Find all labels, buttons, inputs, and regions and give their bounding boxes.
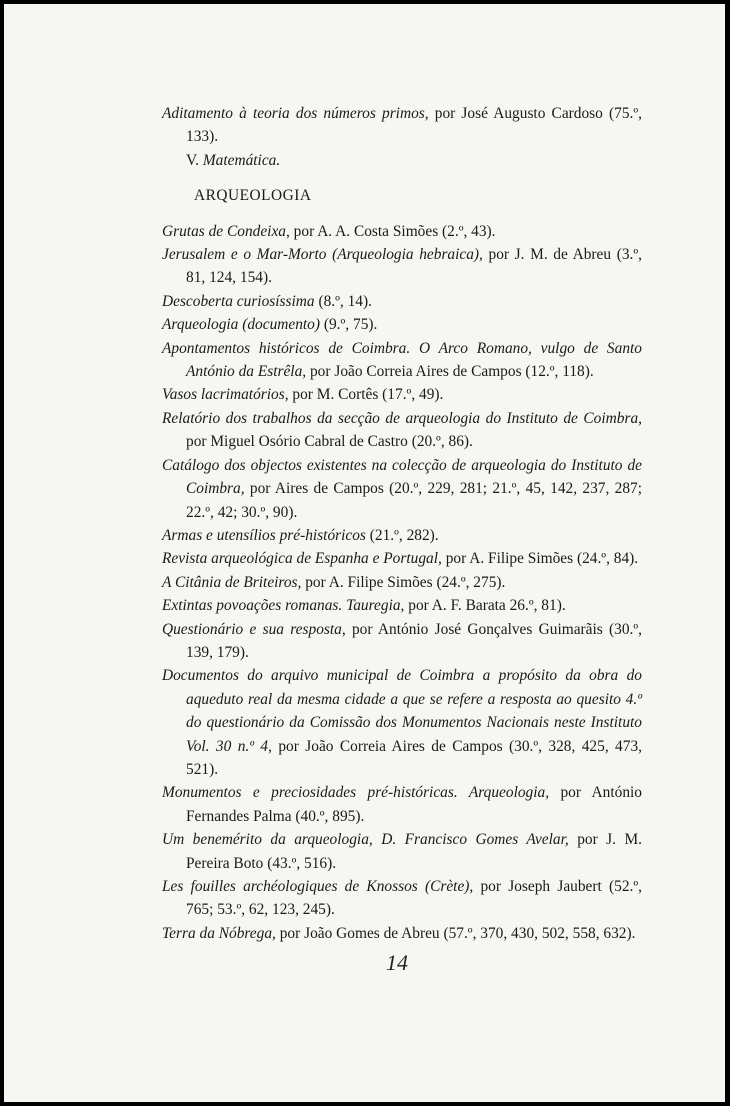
index-entry (162, 664, 642, 781)
entry-title: Armas e utensílios pré-históricos (162, 526, 366, 544)
index-entry (162, 337, 642, 384)
entry-title: Aditamento à teoria dos números primos, (162, 105, 429, 122)
entry-reference: (9.º, 75). (320, 316, 378, 334)
entry-reference: por J. M. Pereira Boto (43.º, 516). (186, 831, 642, 872)
entry-title: Grutas de Condeixa, (162, 222, 290, 240)
entry-reference: (8.º, 14). (314, 292, 372, 310)
entry-title: Terra da Nóbrega, (162, 924, 276, 942)
index-entry (162, 594, 642, 617)
document-page (4, 4, 725, 1102)
entry-reference: por A. Filipe Simões (24.º, 275). (301, 573, 506, 591)
entry-title: Questionário e sua resposta, (162, 620, 346, 638)
index-entry (162, 220, 642, 243)
see-also-prefix: V. (186, 151, 203, 169)
entry-title: Arqueologia (documento) (162, 316, 321, 334)
index-entry (162, 454, 642, 524)
section-heading: ARQUEOLOGIA (194, 187, 312, 205)
entry-title: Monumentos e preciosidades pré-históricas. Arqueologia, (162, 784, 550, 802)
entry-title: Vasos lacrimatórios, (162, 386, 289, 404)
index-content (162, 102, 642, 945)
entry-title: Apontamentos históricos de Coimbra. O Arco Romano, vulgo de Santo António da Estrêla, (162, 339, 642, 381)
entry-reference: por A. Filipe Simões (24.º, 84). (441, 550, 639, 568)
index-entry (162, 290, 642, 313)
entry-list (162, 220, 642, 946)
entry-reference: (21.º, 282). (365, 526, 439, 544)
entry-reference: por Aires de Campos (20.º, 229, 281; 21.º, 45, 142, 237, 287; 22.º, 42; 30.º, 90). (186, 480, 642, 521)
entry-reference: por M. Cortês (17.º, 49). (288, 386, 444, 404)
index-entry (162, 243, 642, 290)
entry-reference: por João Correia Aires de Campos (12.º, 118). (306, 363, 594, 381)
entry-title: Jerusalem e o Mar-Morto (Arqueologia hebraica), (162, 246, 483, 264)
entry-reference: por J. M. de Abreu (3.º, 81, 124, 154). (186, 246, 642, 287)
entry-title: Catálogo dos objectos existentes na colecção de arqueologia do Instituto de Coimbra, (162, 456, 642, 498)
see-also-title: Matemática. (202, 151, 281, 169)
index-entry (162, 102, 642, 149)
entry-title: Les fouilles archéologiques de Knossos (Crète), (162, 878, 474, 895)
index-entry (162, 618, 642, 665)
index-entry (162, 383, 642, 406)
entry-reference: por António Fernandes Palma (40.º, 895). (186, 784, 643, 825)
index-entry (162, 524, 642, 547)
index-entry (162, 407, 642, 454)
entry-title: Revista arqueológica de Espanha e Portugal, (162, 550, 442, 568)
entry-reference: por João Gomes de Abreu (57.º, 370, 430, 502, 558, 632). (275, 924, 636, 942)
index-entry (162, 922, 642, 945)
entry-title: Relatório dos trabalhos da secção de arqueologia do Instituto de Coimbra, (162, 409, 642, 427)
entry-title: Descoberta curiosíssima (162, 292, 315, 310)
index-entry (162, 547, 642, 570)
entry-reference: por Joseph Jaubert (52.º, 765; 53.º, 62, 123, 245). (186, 878, 642, 919)
entry-title: Um benemérito da arqueologia, D. Francisco Gomes Avelar, (162, 831, 569, 849)
index-entry (162, 781, 642, 828)
index-entry (162, 313, 642, 336)
index-entry (162, 875, 642, 922)
entry-reference: por João Correia Aires de Campos (30.º, 328, 425, 473, 521). (186, 737, 642, 778)
index-entry (162, 571, 642, 594)
entry-title: Documentos do arquivo municipal de Coimbra a propósito da obra do aqueduto real da mesma cidade a que se refere a resposta ao quesito 4.º do questionário da Comissão dos Monumentos Nacionais neste Instituto Vol. 30 n.º 4, (162, 667, 642, 755)
entry-title: A Citânia de Briteiros, (162, 573, 302, 591)
see-also-reference (162, 149, 642, 172)
entry-reference: por António José Gonçalves Guimarãis (30.º, 139, 179). (186, 620, 643, 661)
entry-reference: por A. A. Costa Simões (2.º, 43). (289, 222, 496, 240)
entry-title: Extintas povoações romanas. Tauregia, (162, 597, 405, 615)
entry-reference: por José Augusto Cardoso (75.º, 133). (186, 105, 642, 146)
page-number: 14 (386, 950, 408, 975)
index-entry (162, 828, 642, 875)
entry-reference: por A. F. Barata 26.º, 81). (404, 597, 566, 615)
entry-reference: por Miguel Osório Cabral de Castro (20.º, 86). (186, 433, 473, 451)
